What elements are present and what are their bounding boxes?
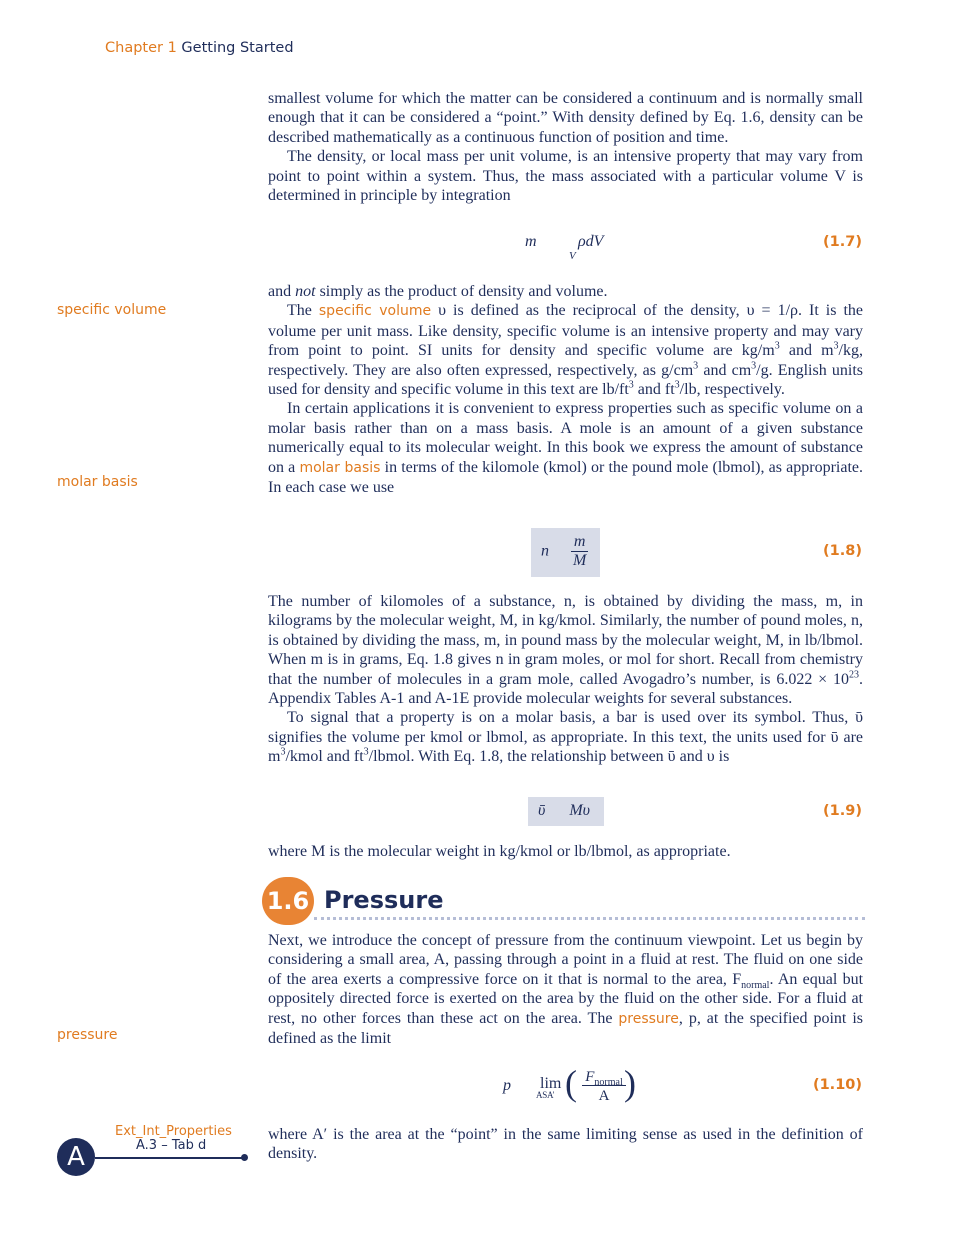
paragraph-molar-basis: In certain applications it is convenient to express properties such as specific volume on a molar basis rather than on a mass basis. A mole is an amount of a given substance numerically equal to its molecular weight. In this book we express the amount of substance on a molar basis in terms of the kilomole (kmol) or the pound mole (lbmol), as appropriate. In each case we use xyxy=(268,400,863,497)
paragraph-specific-volume: The specific volume υ is defined as the reciprocal of the density, υ = 1/ρ. It is the volume per unit mass. Like density, specific volume is an intensive property and may vary from point to point. SI units for density and specific volume are $kg/m^3$ and $m^3/kg$, respectively. They are also often expressed, respectively, as $g/cm^3$ and $cm^3/g$. English units used for density and specific volume in this text are $lb/ft^3$ and $ft^3/lb$, respectively. xyxy=(268,302,863,399)
text-block-3 xyxy=(268,592,863,767)
text-block-2 xyxy=(268,282,863,497)
paragraph-pressure: Next, we introduce the concept of pressure from the continuum viewpoint. Let us begin by considering a small area, A, passing through a point in a fluid at rest. The fluid on one side of the area exerts a compressive force on it that is normal to the area, $F_{normal}$. An equal but oppositely directed force is exerted on the area by the fluid on the other side. For a fluid at rest, no other forces than these act on the area. The pressure, p, at the specified point is defined as the limit xyxy=(268,932,864,1048)
appendix-callout[interactable] xyxy=(57,1124,257,1176)
text-block-4 xyxy=(268,842,863,861)
appendix-badge[interactable]: A xyxy=(57,1138,95,1176)
appendix-link-name[interactable]: Ext_Int_Properties xyxy=(115,1124,232,1139)
paragraph-not-product: and not simply as the product of density and volume. xyxy=(268,283,608,300)
equation-1-7: m ρdV V xyxy=(525,233,604,262)
equation-number-1-8: (1.8) xyxy=(823,543,862,559)
paragraph-kilomoles: The number of kilomoles of a substance, n, is obtained by dividing the mass, m, in kilograms by the molecular weight, M, in kg/kmol. Similarly, the number of pound moles, n, is obtained by dividing the mass, m, in pound mass by the molecular weight, M, in lb/lbmol. When m is in grams, Eq. 1.8 gives n in gram moles, or mol for short. Recall from chemistry that the number of molecules in a gram mole, called Avogadro’s number, is $6.022 \times 10^{23}$. Appendix Tables A-1 and A-1E provide molecular weights for several substances. xyxy=(268,593,863,708)
section-dotted-rule xyxy=(314,917,865,920)
margin-term-specific-volume: specific volume xyxy=(57,302,167,318)
text-block-1 xyxy=(268,89,863,205)
text-block-5 xyxy=(268,931,863,1048)
equation-1-10: p lim A S A′ ( $F_{normal}$ A ) xyxy=(503,1063,636,1104)
margin-term-molar-basis: molar basis xyxy=(57,474,138,490)
equation-1-8: n $\frac{m}{M}$ xyxy=(541,533,587,569)
chapter-label: Chapter 1 xyxy=(105,40,177,56)
paragraph-molar-bar: To signal that a property is on a molar basis, a bar is used over its symbol. Thus, ῡ signifies the volume per kmol or lbmol, as appropriate. In this text, the units used for ῡ are $m^3$/kmol and $ft^3$/lbmol. With Eq. 1.8, the relationship between ῡ and υ is xyxy=(268,709,863,766)
paragraph-area-point: where A′ is the area at the “point” in the same limiting sense as used in the definition of density. xyxy=(268,1126,863,1163)
chapter-title: Getting Started xyxy=(181,40,294,56)
section-number-badge: 1.6 xyxy=(262,877,314,925)
paragraph-molecular-weight: where M is the molecular weight in kg/kmol or lb/lbmol, as appropriate. xyxy=(268,843,731,860)
text-block-6 xyxy=(268,1125,863,1164)
section-title: Pressure xyxy=(324,886,444,914)
equation-number-1-9: (1.9) xyxy=(823,803,862,819)
paragraph-density: The density, or local mass per unit volume, is an intensive property that may vary from point to point within a system. Thus, the mass associated with a particular volume V is determined in principle by integration xyxy=(268,148,863,205)
paragraph-continuum: smallest volume for which the matter can be considered a continuum and is normally small enough that it can be considered a “point.” With density defined by Eq. 1.6, density can be described mathematically as a continuous function of position and time. xyxy=(268,90,863,146)
running-head xyxy=(105,40,294,56)
equation-1-9: ῡ Mυ xyxy=(538,802,591,819)
section-heading xyxy=(262,877,865,925)
margin-term-pressure: pressure xyxy=(57,1027,118,1043)
equation-number-1-10: (1.10) xyxy=(812,1077,862,1093)
appendix-tab-label[interactable]: A.3 – Tab d xyxy=(136,1138,207,1153)
appendix-connector-line xyxy=(95,1157,243,1159)
appendix-connector-dot xyxy=(241,1154,248,1161)
equation-number-1-7: (1.7) xyxy=(823,234,862,250)
